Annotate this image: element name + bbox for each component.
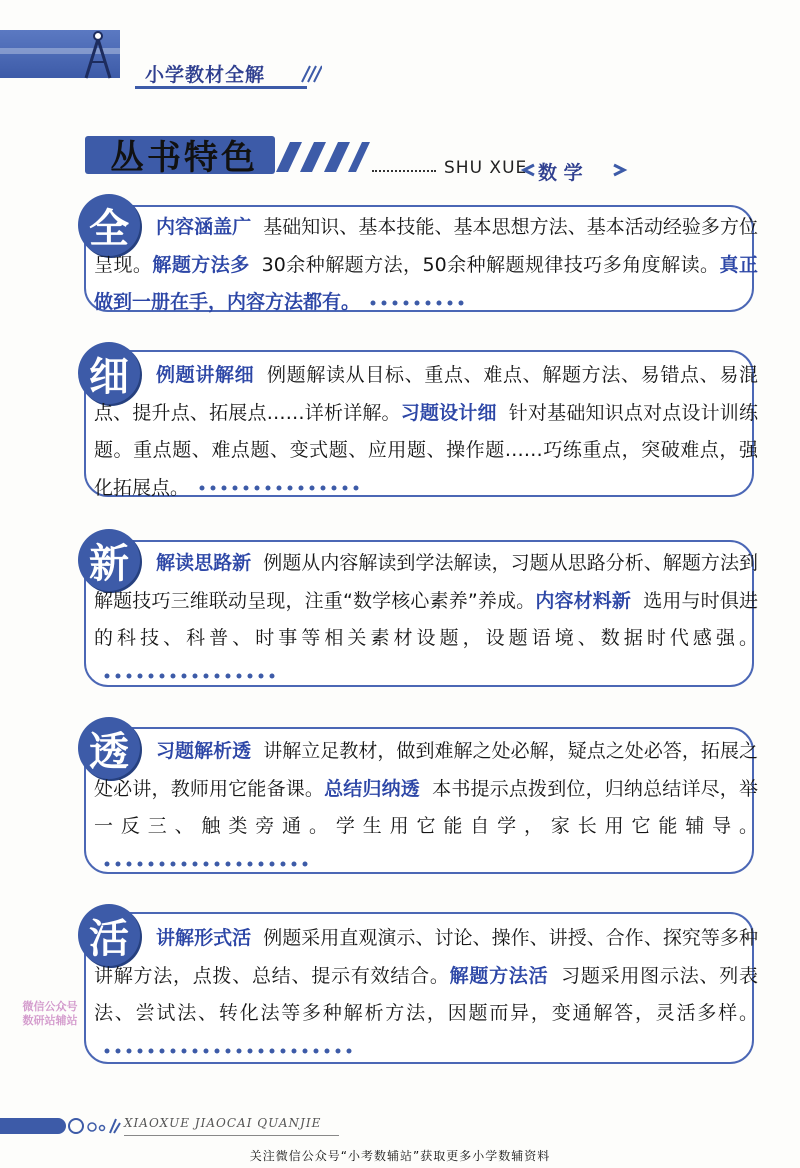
arrow-right-icon — [612, 163, 628, 177]
section-title-stripes — [272, 140, 372, 174]
footer-bar — [0, 1118, 66, 1134]
header-stripes — [300, 62, 322, 84]
keyword: 解题方法多 — [152, 253, 250, 276]
section-dots — [372, 170, 436, 172]
footer-circles — [66, 1117, 122, 1137]
dot-row — [104, 1048, 364, 1054]
feature-badge-2: 细 — [78, 342, 140, 404]
text: 例题采用直观演示、讨论、操作、讲授、合作、探究等多种讲解方法，点拨、总结、提示有效结合。 — [94, 927, 758, 987]
keyword: 内容材料新 — [535, 589, 632, 612]
header-underline — [135, 86, 307, 89]
arrow-left-icon — [520, 163, 536, 177]
text: 针对基础知识点对点设计训练题。重点题、难点题、变式题、应用题、操作题……巧练重点，突破难点，强化拓展点。 — [94, 401, 758, 499]
dot-row — [370, 300, 470, 306]
text: 30余种解题方法，50余种解题规律技巧多角度解读。 — [261, 253, 720, 276]
text: 习题采用图示法、列表法、尝试法、转化法等多种解析方法，因题而异，变通解答，灵活多样。 — [94, 964, 758, 1024]
watermark: 微信公众号 数研站辅站 — [22, 1000, 78, 1027]
compass-icon — [78, 30, 118, 82]
feature-badge-4: 透 — [78, 717, 140, 779]
feature-text-2 — [94, 357, 758, 507]
feature-badge-3: 新 — [78, 529, 140, 591]
bottom-note: 关注微信公众号“小考数辅站”获取更多小学数辅资料 — [249, 1149, 551, 1163]
section-subject: 数 学 — [538, 162, 583, 184]
keyword: 习题设计细 — [400, 401, 497, 424]
dot-row — [104, 673, 284, 679]
keyword: 讲解形式活 — [156, 927, 252, 949]
feature-text-4 — [94, 733, 758, 883]
keyword: 例题讲解细 — [156, 364, 255, 386]
feature-text-3 — [94, 545, 758, 695]
feature-badge-5: 活 — [78, 904, 140, 966]
header-title: 小学教材全解 — [145, 64, 266, 86]
footer-rule — [124, 1135, 339, 1136]
keyword: 解题方法活 — [449, 964, 549, 987]
keyword: 真正做到一册在手，内容方法都有。 — [94, 253, 758, 313]
keyword: 内容涵盖广 — [156, 216, 252, 238]
keyword: 习题解析透 — [156, 740, 252, 762]
text: 本书提示点拨到位，归纳总结详尽，举一反三、触类旁通。学生用它能自学，家长用它能辅导。 — [94, 777, 758, 837]
feature-text-1 — [94, 209, 758, 322]
text: 选用与时俱进的科技、科普、时事等相关素材设题，设题语境、数据时代感强。 — [94, 589, 758, 649]
text: 讲解立足教材，做到难解之处必解，疑点之处必答，拓展之处必讲，教师用它能备课。 — [94, 740, 758, 800]
text: 基础知识、基本技能、基本思想方法、基本活动经验多方位呈现。 — [94, 216, 758, 276]
dot-row — [104, 861, 314, 867]
keyword: 解读思路新 — [156, 552, 252, 574]
text: 例题解读从目标、重点、难点、解题方法、易错点、易混点、提升点、拓展点……详析详解。 — [94, 364, 758, 424]
dot-row — [199, 485, 369, 491]
section-title: 丛书特色 — [110, 138, 258, 178]
keyword: 总结归纳透 — [324, 777, 420, 800]
feature-badge-1: 全 — [78, 194, 140, 256]
feature-text-5 — [94, 920, 758, 1070]
section-pinyin: SHU XUE — [444, 158, 528, 178]
footer-running-title: XIAOXUE JIAOCAI QUANJIE — [124, 1116, 322, 1130]
text: 例题从内容解读到学法解读，习题从思路分析、解题方法到解题技巧三维联动呈现，注重“数学核心素养”养成。 — [94, 552, 758, 612]
